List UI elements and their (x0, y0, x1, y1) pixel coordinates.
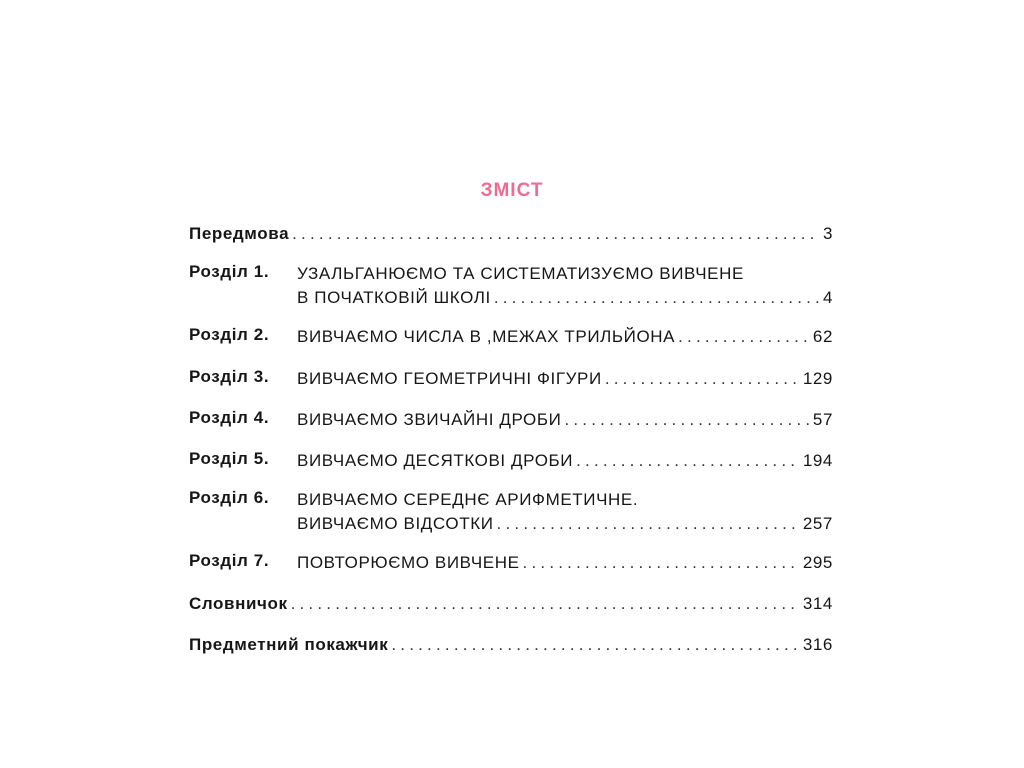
section-title: ВИВЧАЄМО ЗВИЧАЙНІ ДРОБИ (297, 410, 562, 429)
toc-entry-section-7[interactable] (189, 551, 833, 575)
section-label: Розділ 6. (189, 488, 270, 507)
dot-leader (605, 367, 800, 391)
dot-leader (494, 286, 820, 310)
entry-body (297, 367, 833, 391)
section-title-line-2: В ПОЧАТКОВІЙ ШКОЛІ (297, 288, 491, 307)
section-title: ВИВЧАЄМО ЧИСЛА В ,МЕЖАХ ТРИЛЬЙОНА (297, 327, 676, 346)
entry-line (297, 325, 833, 349)
entry-body (297, 262, 833, 310)
section-label: Розділ 3. (189, 367, 270, 386)
section-title-line-1: УЗАЛЬГАНЮЄМО ТА СИСТЕМАТИЗУЄМО ВИВЧЕНЕ (297, 264, 744, 283)
toc-title: ЗМІСТ (480, 180, 544, 201)
entry-line (297, 551, 833, 575)
entry-body (189, 633, 833, 657)
section-label: Розділ 7. (189, 551, 270, 570)
section-title-line-2: ВИВЧАЄМО ВІДСОТКИ (297, 514, 494, 533)
entry-line (297, 488, 833, 512)
dot-leader (678, 325, 810, 349)
section-label: Розділ 4. (189, 408, 270, 427)
entry-body (189, 222, 833, 246)
dot-leader (523, 551, 800, 575)
section-label: Розділ 1. (189, 262, 270, 281)
page-number: 62 (812, 327, 833, 346)
entry-line (297, 262, 833, 286)
entry-line (297, 512, 833, 536)
toc-entry-section-4[interactable] (189, 408, 833, 432)
page-number: 194 (802, 451, 833, 470)
section-label: Розділ 5. (189, 449, 270, 468)
entry-label: Предметний покажчик (189, 635, 389, 654)
entry-body (297, 488, 833, 536)
toc-entry-section-6[interactable] (189, 488, 833, 536)
entry-line (297, 367, 833, 391)
page-number: 129 (802, 369, 833, 388)
toc-entry-subject-index[interactable] (189, 633, 833, 657)
toc-entry-section-5[interactable] (189, 449, 833, 473)
dot-leader (564, 408, 809, 432)
toc-entry-preface[interactable] (189, 222, 833, 246)
entry-body (189, 592, 833, 616)
toc-entry-section-3[interactable] (189, 367, 833, 391)
section-title: ВИВЧАЄМО ГЕОМЕТРИЧНІ ФІГУРИ (297, 369, 602, 388)
dot-leader (292, 222, 820, 246)
entry-line (189, 222, 833, 246)
page-number: 57 (812, 410, 833, 429)
section-label: Розділ 2. (189, 325, 270, 344)
dot-leader (576, 449, 800, 473)
entry-line (189, 592, 833, 616)
toc-entry-section-1[interactable] (189, 262, 833, 310)
page-number: 314 (802, 594, 833, 613)
entry-line (297, 449, 833, 473)
page-number: 257 (802, 514, 833, 533)
entry-body (297, 408, 833, 432)
entry-body (297, 449, 833, 473)
entry-line (297, 286, 833, 310)
entry-body (297, 551, 833, 575)
entry-body (297, 325, 833, 349)
section-title-line-1: ВИВЧАЄМО СЕРЕДНЄ АРИФМЕТИЧНЕ. (297, 490, 639, 509)
page-number: 316 (802, 635, 833, 654)
page-number: 4 (822, 288, 833, 307)
dot-leader (291, 592, 800, 616)
toc-entry-glossary[interactable] (189, 592, 833, 616)
page-number: 295 (802, 553, 833, 572)
entry-label: Словничок (189, 594, 288, 613)
dot-leader (391, 633, 799, 657)
entry-label: Передмова (189, 224, 290, 243)
section-title: ВИВЧАЄМО ДЕСЯТКОВІ ДРОБИ (297, 451, 574, 470)
entry-line (297, 408, 833, 432)
entry-line (189, 633, 833, 657)
toc-entry-section-2[interactable] (189, 325, 833, 349)
page-number: 3 (822, 224, 833, 243)
dot-leader (497, 512, 800, 536)
section-title: ПОВТОРЮЄМО ВИВЧЕНЕ (297, 553, 520, 572)
